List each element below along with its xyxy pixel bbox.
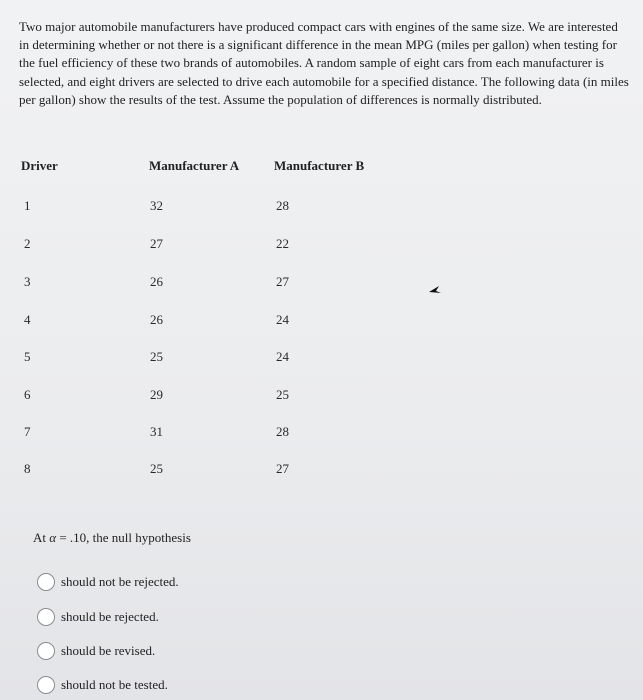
cell-manufacturer-a: 31 — [150, 424, 163, 439]
hypothesis-prompt — [33, 530, 191, 546]
cell-manufacturer-b: 24 — [276, 312, 289, 327]
cell-driver: 1 — [24, 198, 31, 213]
cell-manufacturer-b: 25 — [276, 387, 289, 402]
table-row — [0, 236, 643, 256]
header-driver: Driver — [21, 158, 58, 173]
table-row — [0, 198, 643, 218]
alpha-symbol: α — [49, 530, 57, 545]
cell-manufacturer-a: 27 — [150, 236, 163, 251]
cell-manufacturer-b: 24 — [276, 349, 289, 364]
table-row — [0, 461, 643, 481]
cell-driver: 4 — [24, 312, 31, 327]
cell-driver: 5 — [24, 349, 31, 364]
radio-circle-icon[interactable] — [37, 573, 55, 591]
option-label[interactable]: should not be rejected. — [61, 574, 179, 589]
option-revised[interactable] — [37, 640, 155, 662]
table-row — [0, 387, 643, 407]
option-label[interactable]: should be rejected. — [61, 609, 159, 624]
radio-circle-icon[interactable] — [37, 642, 55, 660]
cell-driver: 8 — [24, 461, 31, 476]
cell-manufacturer-a: 26 — [150, 274, 163, 289]
radio-circle-icon[interactable] — [37, 608, 55, 626]
header-manufacturer-b: Manufacturer B — [274, 158, 365, 173]
cell-manufacturer-a: 26 — [150, 312, 163, 327]
cell-driver: 6 — [24, 387, 31, 402]
cell-driver: 2 — [24, 236, 31, 251]
cell-driver: 7 — [24, 424, 31, 439]
table-row — [0, 312, 643, 332]
option-label[interactable]: should not be tested. — [61, 677, 168, 692]
prompt-suffix: = .10, the null hypothesis — [56, 530, 191, 545]
table-row — [0, 274, 643, 294]
table-row — [0, 424, 643, 444]
header-manufacturer-a: Manufacturer A — [149, 158, 240, 173]
radio-circle-icon[interactable] — [37, 676, 55, 694]
option-label[interactable]: should be revised. — [61, 643, 156, 658]
prompt-prefix: At — [33, 530, 50, 545]
cell-manufacturer-a: 29 — [150, 387, 163, 402]
option-not-rejected[interactable] — [37, 571, 179, 593]
cell-manufacturer-b: 22 — [276, 236, 289, 251]
cell-manufacturer-b: 28 — [276, 198, 289, 213]
question-text: Two major automobile manufacturers have produced compact cars with engines of the same size. We are interested in determining whether or not there is a significant difference in the mean MPG (miles per gallon) when testing for the fuel efficiency of these two brands of automobiles. A random sample of eight cars from each manufacturer is selected, and eight drivers are selected to drive each automobile for a specified distance. The following data (in miles per gallon) show the results of the test. Assume the population of differences is normally distributed. — [19, 19, 629, 107]
cell-manufacturer-b: 27 — [276, 461, 289, 476]
cell-manufacturer-b: 28 — [276, 424, 289, 439]
cell-manufacturer-a: 25 — [150, 349, 163, 364]
cell-manufacturer-b: 27 — [276, 274, 289, 289]
option-rejected[interactable] — [37, 606, 159, 628]
cell-manufacturer-a: 32 — [150, 198, 163, 213]
table-row — [0, 349, 643, 369]
cell-manufacturer-a: 25 — [150, 461, 163, 476]
mouse-pointer-icon — [428, 285, 442, 299]
cell-driver: 3 — [24, 274, 31, 289]
option-not-tested[interactable] — [37, 674, 168, 696]
